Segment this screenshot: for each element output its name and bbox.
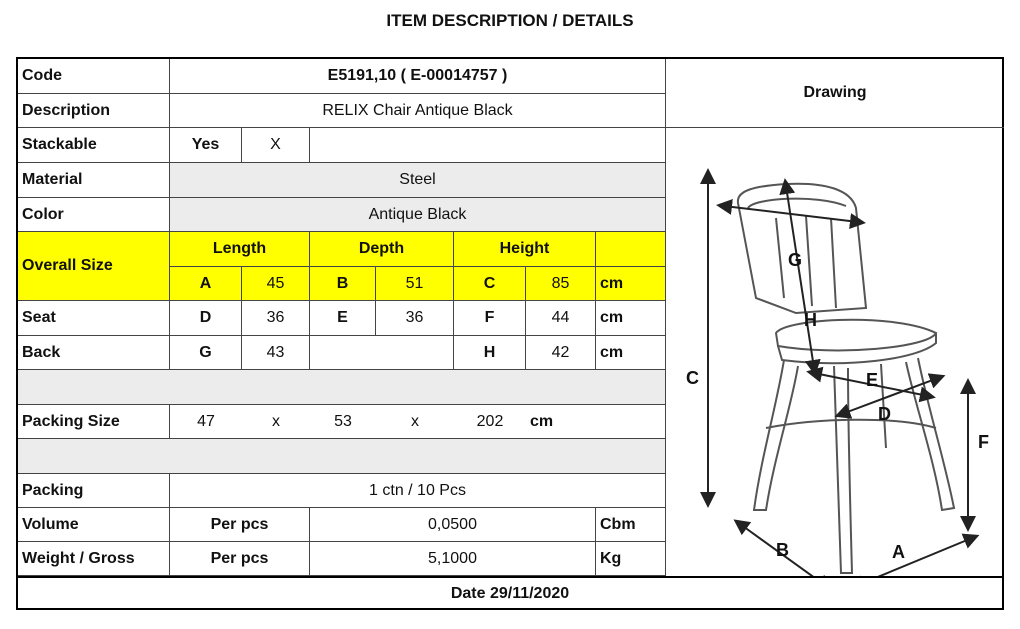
drawing-header: Drawing: [666, 59, 1004, 128]
volume-basis: Per pcs: [170, 508, 310, 542]
weight-value: 5,1000: [310, 542, 596, 576]
code-value: E5191,10 ( E-00014757 ): [170, 59, 666, 94]
chair-drawing: [666, 128, 1002, 576]
color-label: Color: [18, 198, 170, 232]
packing-size-width: 47: [170, 405, 242, 439]
dim-c-value: 85: [526, 267, 596, 301]
overall-unit: cm: [596, 267, 666, 301]
weight-basis: Per pcs: [170, 542, 310, 576]
drawing-label-c: C: [686, 368, 699, 388]
packing-size-x1: x: [242, 405, 310, 439]
back-g-value: 43: [242, 336, 310, 370]
seat-d-letter: D: [170, 301, 242, 336]
dim-b-value: 51: [376, 267, 454, 301]
drawing-label-b: B: [776, 540, 789, 560]
packing-label: Packing: [18, 474, 170, 508]
description-value: RELIX Chair Antique Black: [170, 94, 666, 128]
drawing-label-h: H: [804, 310, 817, 330]
material-value: Steel: [170, 163, 666, 198]
volume-unit: Cbm: [596, 508, 666, 542]
volume-value: 0,0500: [310, 508, 596, 542]
spacer-row: [18, 439, 666, 474]
packing-size-height: 202: [454, 405, 526, 439]
dim-a-line: [856, 538, 972, 576]
stackable-mark: X: [242, 128, 310, 163]
back-h-value: 42: [526, 336, 596, 370]
packing-size-unit: cm: [526, 405, 666, 439]
stackable-answer: Yes: [170, 128, 242, 163]
seat-e-letter: E: [310, 301, 376, 336]
weight-unit: Kg: [596, 542, 666, 576]
code-label: Code: [18, 59, 170, 94]
seat-unit: cm: [596, 301, 666, 336]
drawing-label-g: G: [788, 250, 803, 270]
packing-size-x2: x: [376, 405, 454, 439]
packing-size-label: Packing Size: [18, 405, 170, 439]
overall-unit-header: [596, 232, 666, 267]
page-title: ITEM DESCRIPTION / DETAILS: [386, 11, 634, 30]
description-label: Description: [18, 94, 170, 128]
dim-a-value: 45: [242, 267, 310, 301]
chair-outline: [738, 184, 954, 573]
length-header: Length: [170, 232, 310, 267]
packing-value: 1 ctn / 10 Pcs: [170, 474, 666, 508]
depth-header: Depth: [310, 232, 454, 267]
weight-label: Weight / Gross: [18, 542, 170, 576]
seat-f-letter: F: [454, 301, 526, 336]
stackable-empty: [310, 128, 666, 163]
drawing-label-e: E: [866, 370, 879, 390]
seat-f-value: 44: [526, 301, 596, 336]
date-footer: Date 29/11/2020: [18, 576, 1002, 610]
material-label: Material: [18, 163, 170, 198]
spacer-row: [18, 370, 666, 405]
seat-e-value: 36: [376, 301, 454, 336]
back-unit: cm: [596, 336, 666, 370]
color-value: Antique Black: [170, 198, 666, 232]
volume-label: Volume: [18, 508, 170, 542]
spec-sheet: [16, 57, 1004, 610]
back-empty: [310, 336, 454, 370]
back-g-letter: G: [170, 336, 242, 370]
drawing-label-d: D: [878, 404, 891, 424]
height-header: Height: [454, 232, 596, 267]
dim-a-letter: A: [170, 267, 242, 301]
back-label: Back: [18, 336, 170, 370]
dim-b-letter: B: [310, 267, 376, 301]
drawing-label-f: F: [978, 432, 989, 452]
overall-size-label: Overall Size: [18, 232, 170, 301]
seat-d-value: 36: [242, 301, 310, 336]
drawing-label-a: A: [892, 542, 905, 562]
stackable-label: Stackable: [18, 128, 170, 163]
seat-label: Seat: [18, 301, 170, 336]
packing-size-depth: 53: [310, 405, 376, 439]
dim-c-letter: C: [454, 267, 526, 301]
back-h-letter: H: [454, 336, 526, 370]
